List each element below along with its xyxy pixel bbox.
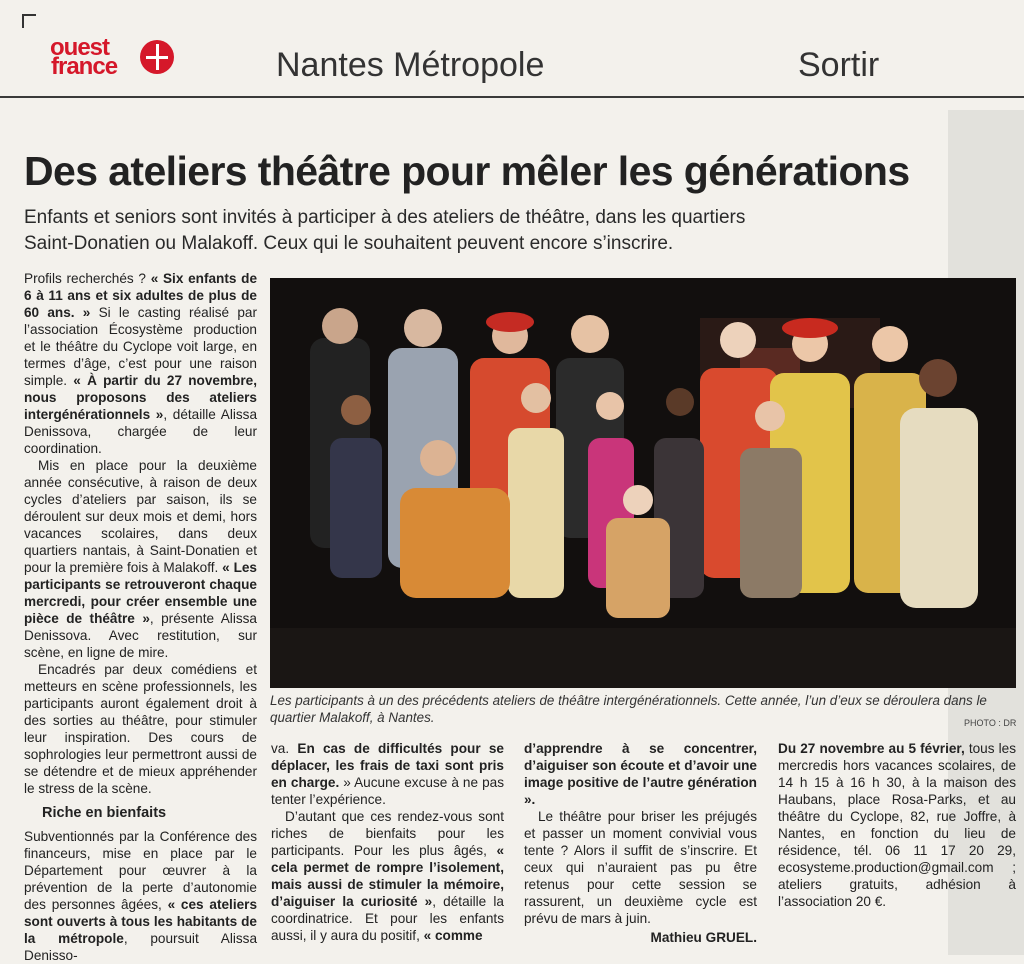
intertitle: Riche en bienfaits <box>42 805 167 821</box>
quote: d’apprendre à se concentrer, d’aiguiser son écoute et d’avoir une image positive de l’autre génération ». <box>524 741 757 807</box>
logo-word-ouest: ouest <box>50 34 110 61</box>
author-signature: Mathieu GRUEL. <box>650 930 757 945</box>
text: » Aucune excuse à ne pas tenter l’expérience. <box>271 775 504 807</box>
paragraph <box>271 808 504 944</box>
paragraph <box>524 740 757 808</box>
dates: Du 27 novembre au 5 février, <box>778 741 965 756</box>
section-title: Nantes Métropole <box>276 46 545 84</box>
crop-mark <box>22 14 36 28</box>
practical-info-box <box>778 740 1016 910</box>
ouest-france-logo[interactable] <box>50 34 190 80</box>
paragraph <box>24 270 257 457</box>
paragraph <box>24 457 257 661</box>
photo-credit: PHOTO : DR <box>964 718 1017 728</box>
paragraph <box>778 740 1016 910</box>
paragraph: Encadrés par deux comédiens et metteurs en scène professionnels, les participants auront également droit à des sorties au théâtre, pour stimuler leur inspiration. Des cours de sophrologies leur permettront aussi de se détendre et de mieux appréhender le stress de la scène. <box>24 662 257 796</box>
quote: « Les participants se retrouveront chaque mercredi, pour créer ensemble une pièce de théâtre » <box>24 560 257 626</box>
text: Subventionnés par la Conférence des financeurs, mise en place par le Département pour œuvrer à la prévention de la perte d’autonomie des personnes âgées, <box>24 829 257 912</box>
text: , présente Alissa Denissova. Avec restitution, sur scène, en ligne de mire. <box>24 611 257 660</box>
text: tous les mercredis hors vacances scolaires, de 14 h 15 à 16 h 30, à la maison des Haubans, place Rosa-Parks, et au théâtre du Cyclope, 82, rue Joffre, à Nantes, en fonction du lieu de résidence, tél. 06 11 17 20 29, ecosysteme.production@gmail.com ; ateliers gratuits, adhésion à l’association 20 €. <box>778 741 1017 909</box>
text: , détaille la coordinatrice. Et pour les enfants aussi, il y aura du positif, <box>271 894 504 943</box>
photo-caption: Les participants à un des précédents ateliers de théâtre intergénérationnels. Cette année, l’un d’eux se déroulera dans le quartier Malakoff, à Nantes. <box>270 693 987 725</box>
logo-word-france: france <box>51 53 118 80</box>
standfirst: Enfants et seniors sont invités à participer à des ateliers de théâtre, dans les quartiers Saint-Donatien ou Malakoff. Ceux qui le souhaitent peuvent encore s’inscrire. <box>24 207 746 254</box>
paragraph <box>24 828 257 964</box>
article-column-1 <box>24 270 257 964</box>
text: D’autant que ces rendez-vous sont riches de bienfaits pour les participants. Pour les plus âgés, <box>271 809 504 858</box>
quote: « comme <box>423 928 483 943</box>
text: Profils recherchés ? <box>24 271 151 286</box>
section-category: Sortir <box>798 46 880 84</box>
quote: « À partir du 27 novembre, nous proposons des ateliers intergénérationnels » <box>24 373 257 422</box>
logo-mark-icon <box>140 40 174 74</box>
text: , détaille Alissa Denissova, chargée de leur coordination. <box>24 407 258 456</box>
quote: En cas de difficultés pour se déplacer, les frais de taxi sont pris en charge. <box>271 741 504 790</box>
paragraph <box>271 740 504 808</box>
article-column-2 <box>271 740 504 944</box>
header-rule <box>0 96 1024 98</box>
headline: Des ateliers théâtre pour mêler les générations <box>24 148 910 194</box>
paragraph: Le théâtre pour briser les préjugés et passer un moment convivial vous tente ? Alors il suffit de s’inscrire. Et ceux qui n’auraient pas pu être retenus pour cette session se rassurent, un deuxième cycle est prévu de mars à juin. <box>524 809 757 926</box>
text: Mis en place pour la deuxième année consécutive, à raison de deux cycles d’ateliers par saison, ils se déroulent sur deux mois et demi, hors vacances scolaires, dans deux quartiers nantais, à Saint-Donatien et pour la première fois à Malakoff. <box>24 458 257 575</box>
text: Si le casting réalisé par l’association Écosystème production et le théâtre du Cyclope voit large, en termes d’âge, c’est pour une raison simple. <box>24 305 257 388</box>
text: va. <box>271 741 298 756</box>
group-photo <box>270 278 1016 688</box>
quote: « Six enfants de 6 à 11 ans et six adultes de plus de 60 ans. » <box>24 271 257 320</box>
article-column-3 <box>524 740 757 946</box>
text: , poursuit Alissa Denisso- <box>24 931 258 963</box>
quote: « ces ateliers sont ouverts à tous les habitants de la métropole <box>24 897 258 946</box>
photo-illustration <box>270 278 1016 688</box>
quote: « cela permet de rompre l’isolement, mais aussi de stimuler la mémoire, d’aiguiser la curiosité » <box>271 843 504 909</box>
